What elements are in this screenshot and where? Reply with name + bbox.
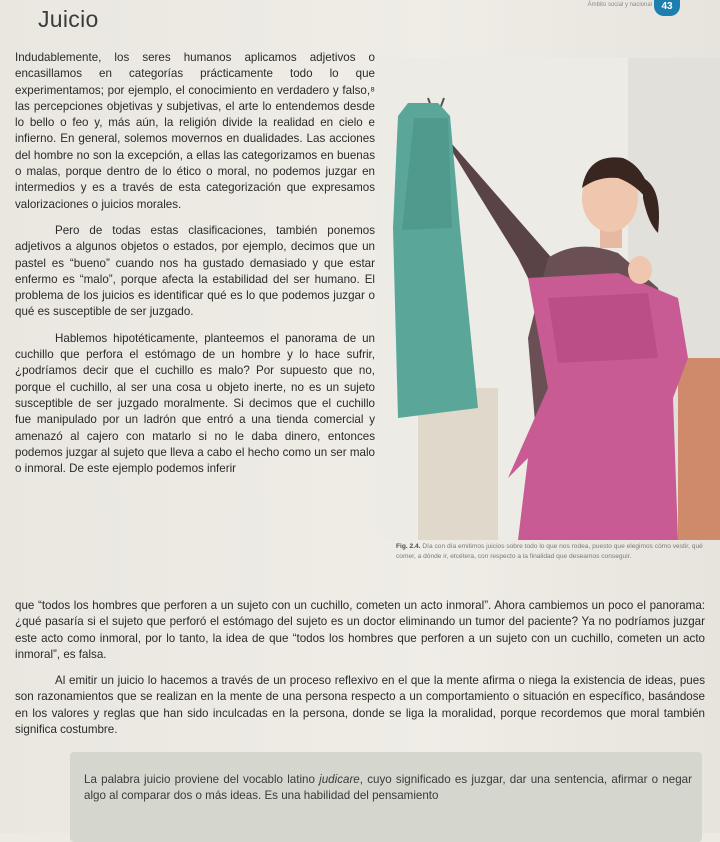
page-number-badge: 43: [654, 0, 680, 16]
callout-text: , cuyo significado es juzgar, dar una sentencia, afirmar o negar algo al comparar dos o más ideas. Es una habilidad del pensamiento: [84, 773, 692, 802]
figure-caption: [396, 542, 716, 562]
paragraph: Pero de todas estas clasificaciones, también ponemos adjetivos a algunos objetos o estados, por ejemplo, decimos que un pastel es “bueno” cuando nos ha gustado demasiado y que estar enfermo es “malo”, porque afecta la estabilidad del ser humano. El problema de los juicios es identificar qué es lo que podemos juzgar o qué es susceptible de ser juzgado.: [15, 223, 375, 319]
figure-caption-text: Día con día emitimos juicios sobre todo lo que nos rodea, puesto que elegimos cómo vestir, qué comer, a dónde ir, etcétera, con respecto a la finalidad que deseamos conseguir.: [396, 543, 703, 560]
definition-callout: [70, 752, 702, 842]
full-width-text: [15, 598, 705, 746]
section-heading: Juicio: [38, 6, 99, 32]
callout-text: La palabra juicio proviene del vocablo latino: [84, 773, 320, 786]
paragraph-continuation: que “todos los hombres que perforen a un sujeto con un cuchillo, cometen un acto inmoral”. Ahora cambiemos un poco el panorama: ¿qué pasaría si el sujeto que perforó el estómago del sujeto es un doctor eliminando un tumor del paciente? Ya no podríamos juzgar este acto como inmoral, por lo tanto, la idea de que “todos los hombres que perforen a un sujeto con un cuchillo, cometen un acto inmoral”, es falsa.: [15, 599, 705, 661]
header-note: Ámbito social y nacional: [587, 2, 652, 8]
latin-term: judicare: [319, 773, 360, 786]
paragraph: Indudablemente, los seres humanos aplicamos adjetivos o encasillamos en categorías prácticamente todo lo que experimentamos; por ejemplo, el conocimiento en verdadero y falso,⁸ las percepciones objetivas y subjetivas, el arte lo entendemos desde lo bello o feo y, más aún, la religión divide la realidad en cielo e infierno. En general, solemos movernos en dualidades. Las acciones del hombre no son la excepción, a ellas las categorizamos en buenas o malas, porque dentro de lo ético o moral, no podemos juzgar en intermedios y es a través de esta categorización que expresamos valorizaciones o juicios morales.: [15, 51, 375, 211]
paragraph: Hablemos hipotéticamente, planteemos el panorama de un cuchillo que perfora el estómago de un hombre y lo hace sufrir, ¿podríamos decir que el cuchillo es malo? Por supuesto que no, porque el cuchillo, al ser una cosa u objeto inerte, no es un sujeto susceptible de ser juzgado moralmente. Si decimos que el cuchillo fue manipulado por un ladrón que entró a una tienda comercial y amenazó al cajero con matarlo si no le daba dinero, entonces podemos juzgar al sujeto que lleva a cabo el hecho como un ser malo o inmoral. De este ejemplo podemos inferir: [15, 331, 375, 476]
paragraph: Al emitir un juicio lo hacemos a través de un proceso reflexivo en el que la mente afirma o niega la existencia de ideas, pues son razonamientos que se realizan en la mente de una persona respecto a un comportamiento o situación en específico, basándose en los valores y reglas que han sido inculcadas en la persona, donde se liga la moralidad, porque recordemos que moral también significa costumbre.: [15, 674, 705, 737]
figure-label: Fig. 2.4.: [396, 543, 421, 550]
body-column: [15, 50, 375, 487]
figure-photo: [378, 58, 720, 540]
woman-holding-dresses-illustration: [378, 58, 720, 540]
